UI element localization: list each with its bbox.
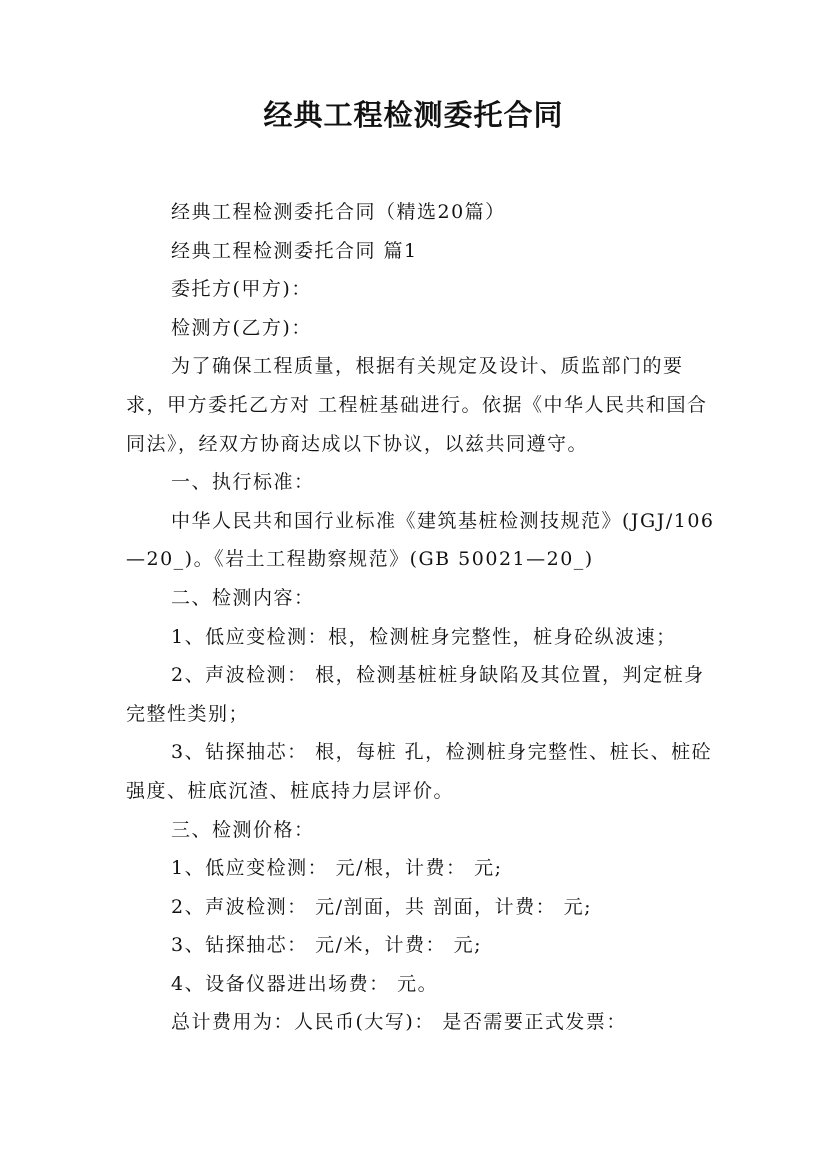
paragraph-content-item-3: 3、钻探抽芯： 根，每桩 孔，检测桩身完整性、桩长、桩砼强度、桩底沉渣、桩底持力层评价。 xyxy=(126,741,713,802)
paragraph-price-item-2: 2、声波检测： 元/剖面，共 剖面，计费： 元; xyxy=(171,895,593,918)
paragraph-price-item-3: 3、钻探抽芯： 元/米，计费： 元; xyxy=(171,934,482,957)
document-body xyxy=(126,193,716,1042)
paragraph-content-item-2: 2、声波检测： 根，检测基桩桩身缺陷及其位置，判定桩身完整性类别； xyxy=(126,664,705,725)
document-title: 经典工程检测委托合同 xyxy=(263,98,564,132)
paragraph-subtitle: 经典工程检测委托合同（精选20篇） xyxy=(171,201,506,223)
paragraph-total-fee: 总计费用为：人民币(大写)： 是否需要正式发票： xyxy=(171,1011,627,1034)
paragraph-price-item-4: 4、设备仪器进出场费： 元。 xyxy=(171,972,439,995)
paragraph-price-item-1: 1、低应变检测： 元/根，计费： 元; xyxy=(171,857,503,880)
paragraph-article-heading: 经典工程检测委托合同 篇1 xyxy=(171,239,418,262)
paragraph-testing-party: 检测方(乙方)： xyxy=(171,316,312,339)
paragraph-content-item-1: 1、低应变检测：根，检测桩身完整性，桩身砼纵波速； xyxy=(171,625,677,648)
section-heading-standards: 一、执行标准： xyxy=(171,471,315,494)
section-heading-price: 三、检测价格： xyxy=(171,818,315,841)
paragraph-client-party: 委托方(甲方)： xyxy=(171,278,312,301)
paragraph-standards: 中华人民共和国行业标准《建筑基桩检测技规范》(JGJ/106—20_)。《岩土工程勘察规范》(GB 50021—20_) xyxy=(126,509,715,571)
paragraph-preamble: 为了确保工程质量，根据有关规定及设计、质监部门的要求，甲方委托乙方对 工程桩基础进行。依据《中华人民共和国合同法》，经双方协商达成以下协议，以兹共同遵守。 xyxy=(126,355,708,455)
section-heading-content: 二、检测内容： xyxy=(171,586,315,609)
